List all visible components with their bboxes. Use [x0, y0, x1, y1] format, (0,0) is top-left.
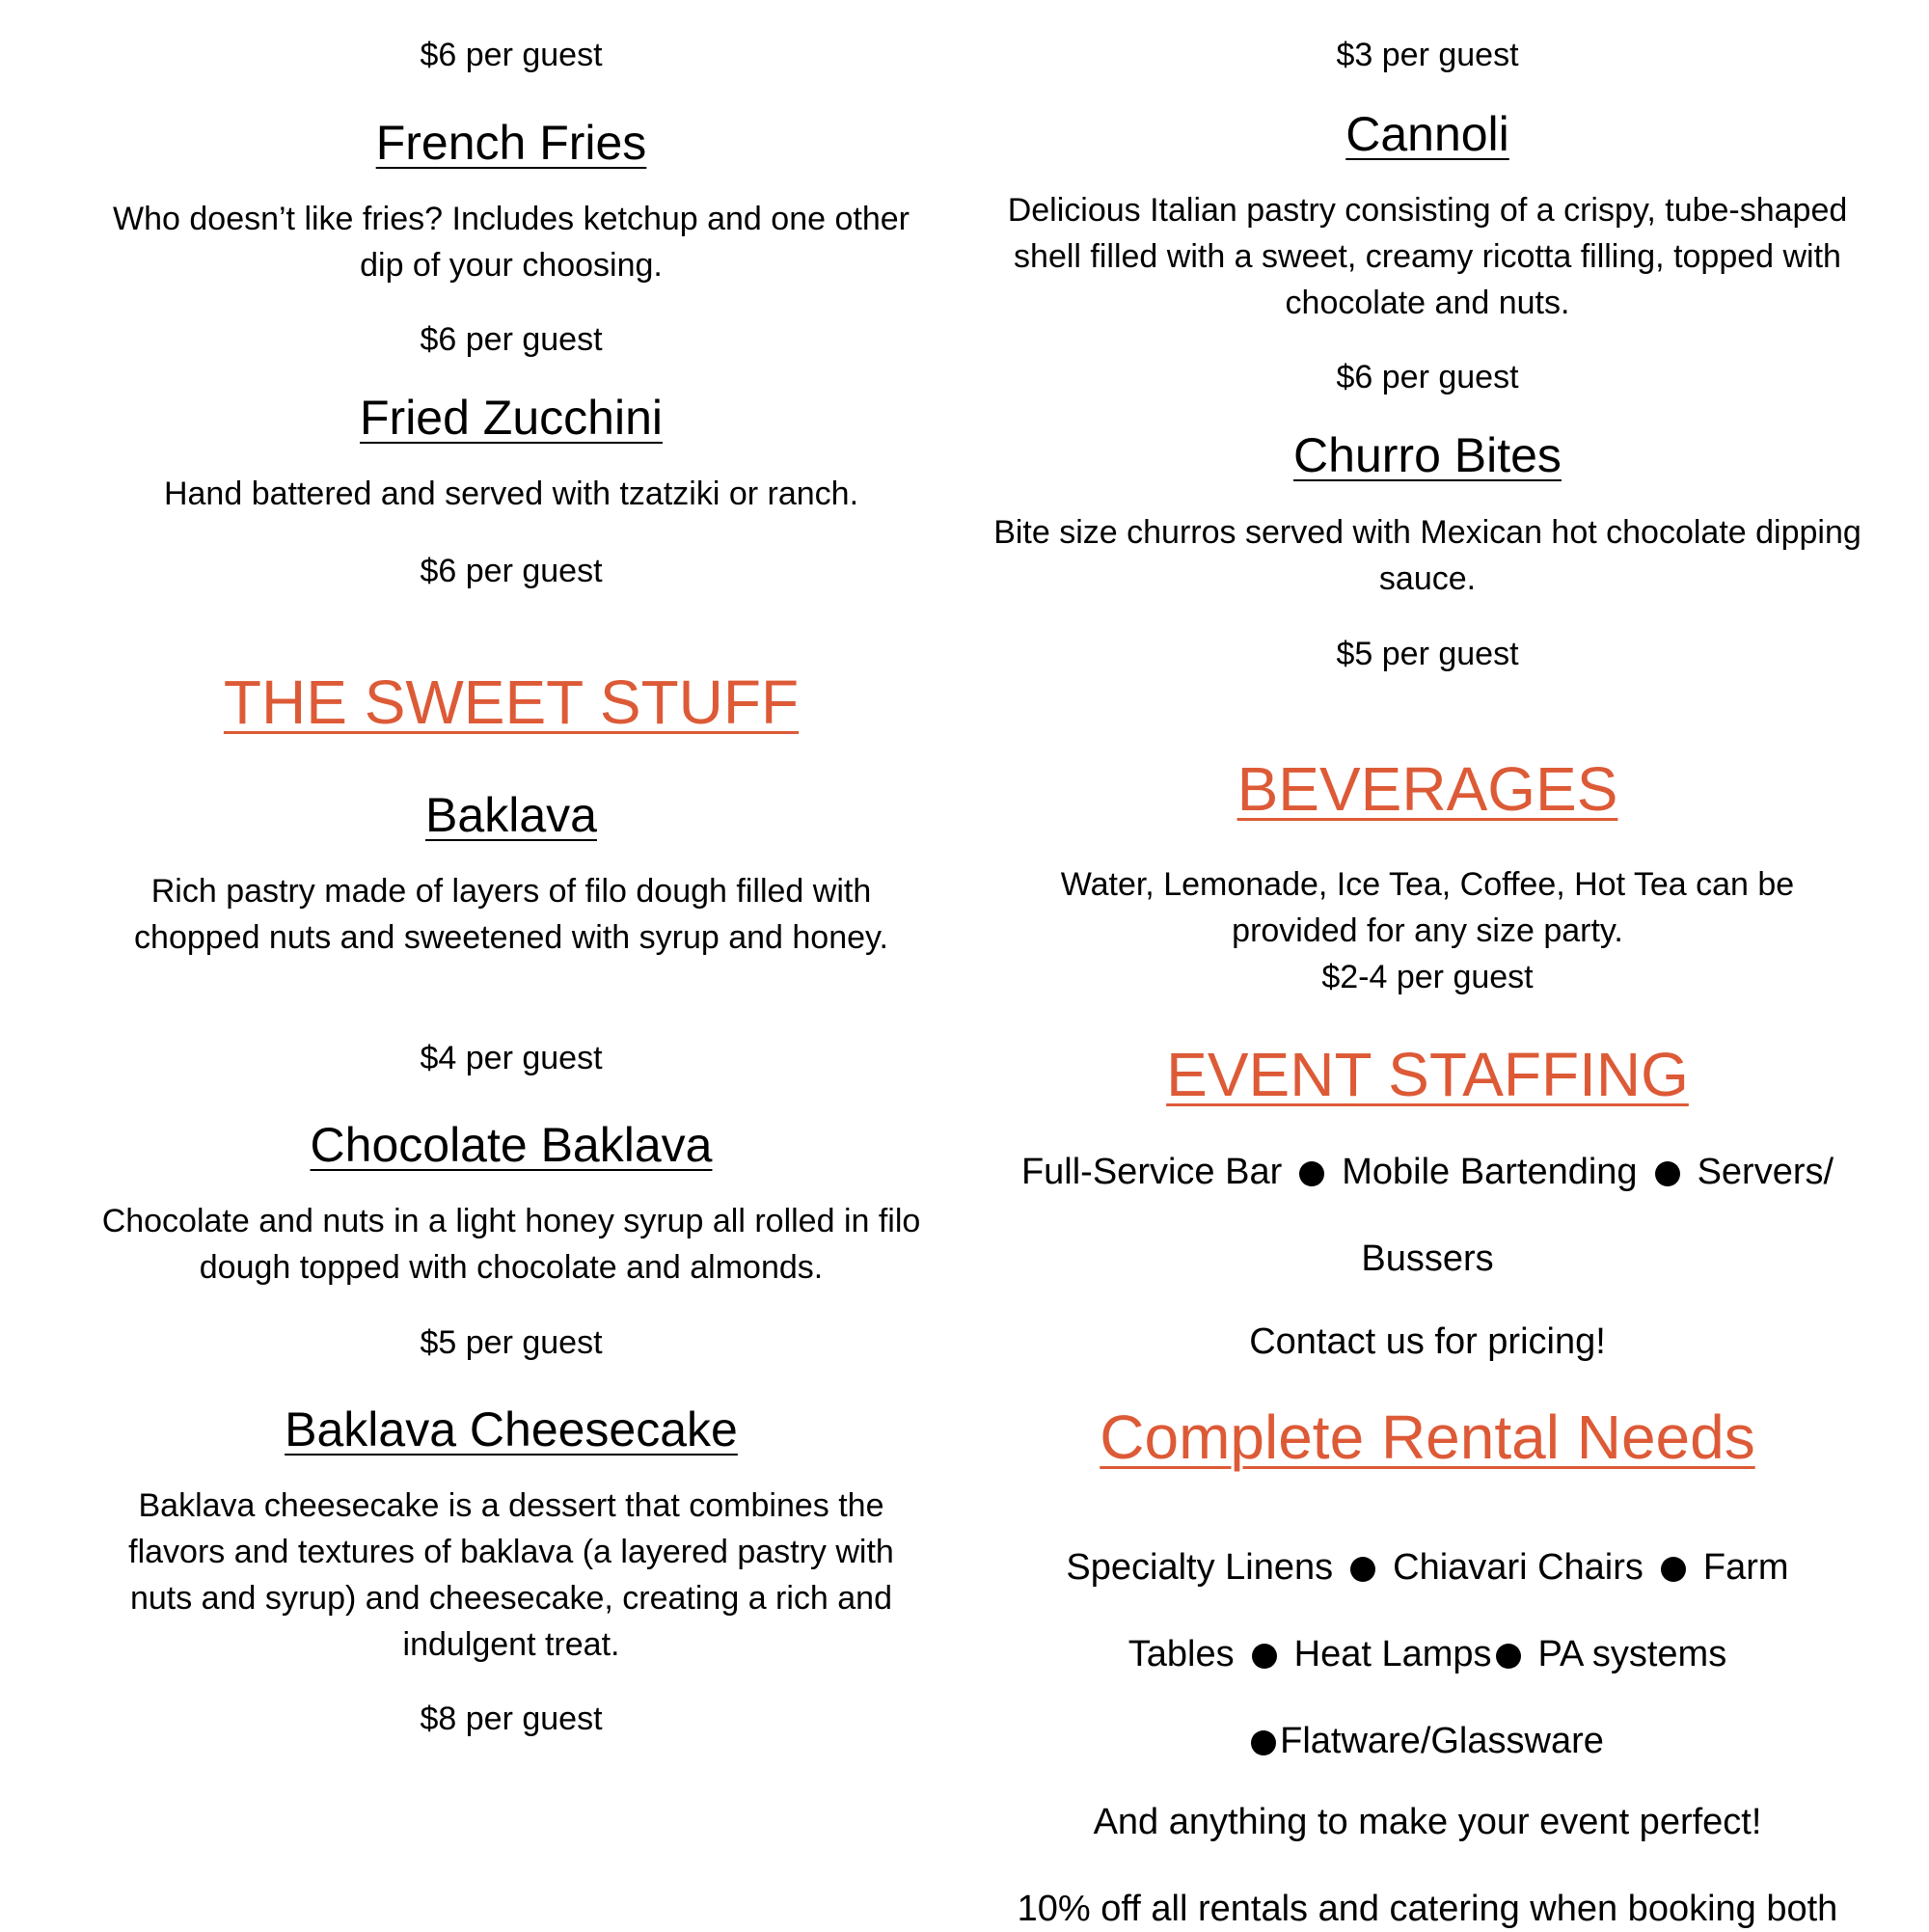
item-desc-fried-zucchini: Hand battered and served with tzatziki or ranch.	[163, 476, 859, 512]
staffing-item: Full-Service Bar	[1020, 1152, 1283, 1192]
staffing-item: Servers/ Bussers	[1361, 1152, 1834, 1279]
item-title-cannoli: Cannoli	[1345, 107, 1509, 161]
item-title-baklava: Baklava	[425, 788, 597, 842]
item-desc-baklava: Rich pastry made of layers of filo dough filled with chopped nuts and sweetened with syrup and honey.	[134, 873, 888, 956]
beverages-price: $2-4 per guest	[1321, 959, 1534, 995]
staffing-note: Contact us for pricing!	[1249, 1321, 1606, 1362]
item-price-baklava: $4 per guest	[420, 1040, 603, 1076]
price-top-right: $3 per guest	[1336, 37, 1519, 73]
bullet-icon	[1350, 1557, 1375, 1582]
bullet-icon	[1299, 1161, 1324, 1186]
rental-item: Chiavari Chairs	[1393, 1547, 1644, 1588]
section-heading-beverages: BEVERAGES	[1236, 754, 1618, 824]
rental-item: Flatware/Glassware	[1280, 1721, 1604, 1761]
rental-item: Heat Lamps	[1293, 1634, 1492, 1674]
item-desc-baklava-cheesecake: Baklava cheesecake is a dessert that combines the flavors and textures of baklava (a layered pastry with nuts and syrup) and cheesecake, creating a rich and indulgent treat.	[128, 1487, 894, 1663]
item-title-chocolate-baklava: Chocolate Baklava	[310, 1118, 713, 1172]
item-desc-chocolate-baklava: Chocolate and nuts in a light honey syrup all rolled in filo dough topped with chocolate and almonds.	[101, 1203, 921, 1286]
item-desc-cannoli: Delicious Italian pastry consisting of a crispy, tube-shaped shell filled with a sweet, creamy ricotta filling, topped with chocolate and nuts.	[1007, 192, 1848, 321]
rental-note: And anything to make your event perfect!	[1093, 1802, 1762, 1842]
bullet-icon	[1655, 1161, 1680, 1186]
bullet-icon	[1252, 1644, 1277, 1669]
item-desc-french-fries: Who doesn’t like fries? Includes ketchup and one other dip of your choosing.	[113, 201, 910, 284]
item-price-cannoli: $6 per guest	[1336, 359, 1519, 395]
item-title-french-fries: French Fries	[375, 116, 647, 170]
item-price-chocolate-baklava: $5 per guest	[420, 1324, 603, 1361]
bullet-icon	[1661, 1557, 1686, 1582]
rental-item: Specialty Linens	[1066, 1547, 1334, 1588]
section-heading-sweet-stuff: THE SWEET STUFF	[223, 667, 800, 737]
item-price-fried-zucchini: $6 per guest	[420, 553, 603, 589]
item-price-french-fries: $6 per guest	[420, 321, 603, 358]
beverages-desc: Water, Lemonade, Ice Tea, Coffee, Hot Tea can be provided for any size party.	[1060, 866, 1795, 949]
item-title-baklava-cheesecake: Baklava Cheesecake	[285, 1402, 738, 1456]
section-heading-rental-needs: Complete Rental Needs	[1100, 1402, 1755, 1472]
discount-note: 10% off all rentals and catering when booking both	[1017, 1889, 1838, 1929]
item-price-baklava-cheesecake: $8 per guest	[420, 1701, 603, 1737]
rental-item: PA systems	[1537, 1634, 1727, 1674]
staffing-item: Mobile Bartending	[1342, 1152, 1638, 1192]
rental-list	[993, 1524, 1861, 1784]
section-heading-event-staffing: EVENT STAFFING	[1166, 1040, 1689, 1109]
item-desc-churro-bites: Bite size churros served with Mexican hot chocolate dipping sauce.	[993, 514, 1861, 597]
bullet-icon	[1251, 1730, 1276, 1755]
price-top-left: $6 per guest	[420, 37, 603, 73]
item-price-churro-bites: $5 per guest	[1336, 636, 1519, 672]
staffing-list	[993, 1129, 1861, 1302]
rental-item: Farm Tables	[1128, 1547, 1789, 1674]
item-title-fried-zucchini: Fried Zucchini	[360, 391, 663, 445]
bullet-icon	[1496, 1644, 1521, 1669]
item-title-churro-bites: Churro Bites	[1293, 428, 1562, 482]
